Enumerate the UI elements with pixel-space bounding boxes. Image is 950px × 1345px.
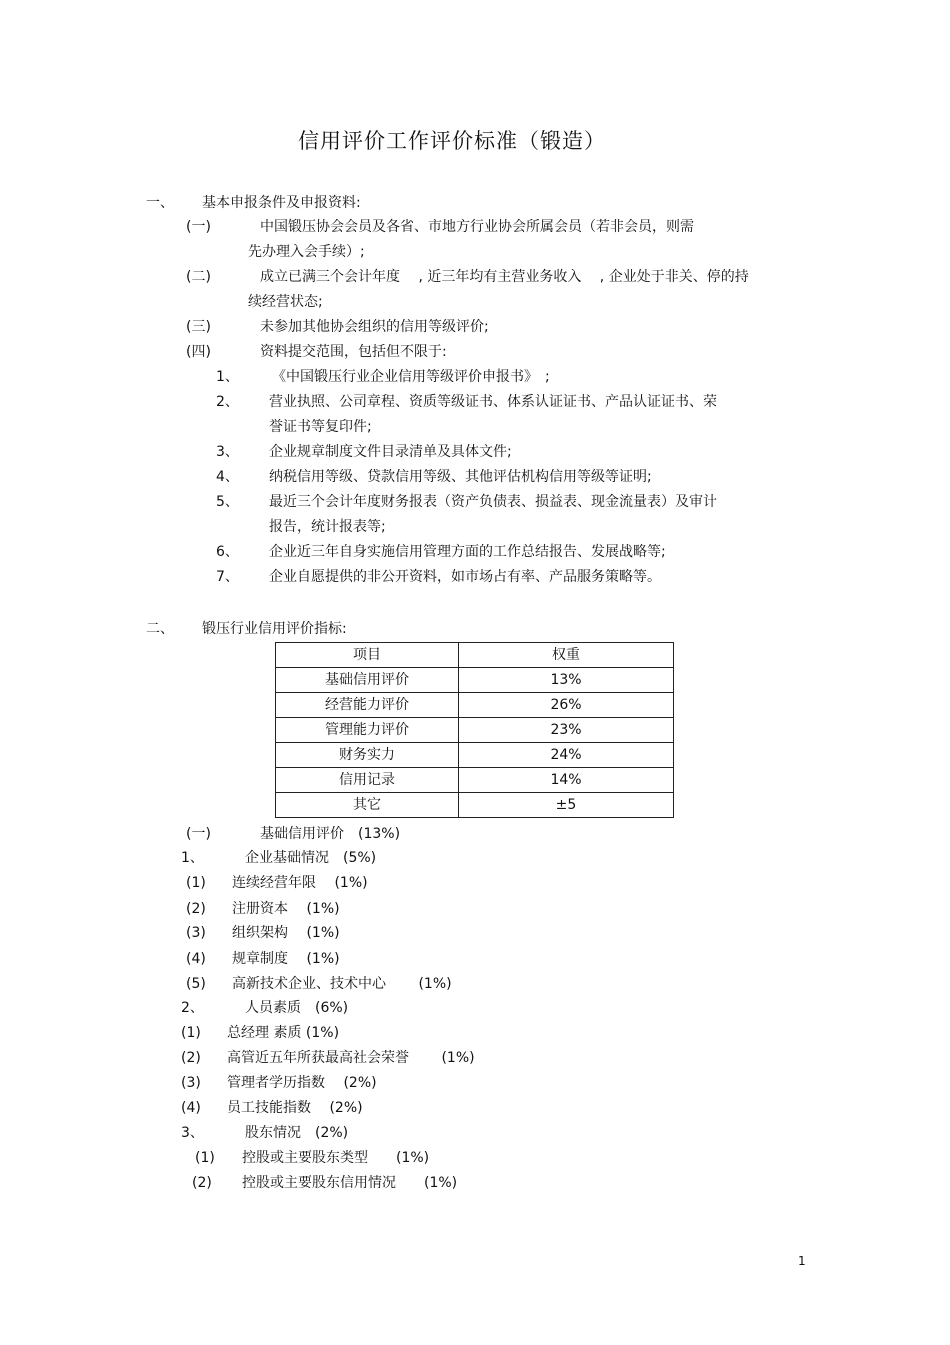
list-item-text: 注册资本 (1%) <box>232 901 340 917</box>
list-item-text: 企业规章制度文件目录清单及具体文件; <box>269 444 512 460</box>
list-item-number: (4) <box>181 1100 201 1116</box>
list-item-text: 控股或主要股东信用情况 (1%) <box>242 1175 458 1191</box>
page-title: 信用评价工作评价标准（锻造） <box>298 129 606 153</box>
list-item-text: 《中国锻压行业企业信用等级评价申报书》 ; <box>272 369 550 385</box>
table-cell: 14% <box>459 768 674 793</box>
table-cell: 23% <box>459 718 674 743</box>
list-item-text: 高管近五年所获最高社会荣誉 (1%) <box>227 1050 475 1066</box>
list-item-text: 员工技能指数 (2%) <box>227 1100 363 1116</box>
table-row <box>276 743 674 768</box>
group-number: 1、 <box>181 850 204 866</box>
table-cell: ±5 <box>459 793 674 818</box>
list-item-number: (1) <box>186 875 206 891</box>
list-item-number: 6、 <box>216 544 239 560</box>
list-item-text: 最近三个会计年度财务报表（资产负债表、损益表、现金流量表）及审计 <box>269 494 717 510</box>
table-cell: 基础信用评价 <box>276 668 459 693</box>
list-item-number: 2、 <box>216 394 239 410</box>
table-row <box>276 793 674 818</box>
list-item-text: 未参加其他协会组织的信用等级评价; <box>260 319 489 335</box>
list-item-text: 组织架构 (1%) <box>232 925 340 941</box>
list-item-text: 中国锻压协会会员及各省、市地方行业协会所属会员（若非会员，则需 <box>260 219 694 235</box>
table-header-cell: 权重 <box>459 643 674 668</box>
list-item-number: (2) <box>186 901 206 917</box>
list-item-number: (三) <box>186 319 211 335</box>
section-heading: 基本申报条件及申报资料: <box>202 195 361 211</box>
list-item-number: (1) <box>195 1150 215 1166</box>
list-item-text: 营业执照、公司章程、资质等级证书、体系认证证书、产品认证证书、荣 <box>269 394 717 410</box>
list-item-text: 报告，统计报表等; <box>269 519 386 535</box>
table-cell: 信用记录 <box>276 768 459 793</box>
list-item-number: (2) <box>192 1175 212 1191</box>
list-item-text: 总经理 素质 (1%) <box>227 1025 340 1041</box>
group-label: 人员素质 (6%) <box>245 1000 349 1016</box>
list-item-text: 连续经营年限 (1%) <box>232 875 368 891</box>
list-item-number: 4、 <box>216 469 239 485</box>
list-item-text: 管理者学历指数 (2%) <box>227 1075 377 1091</box>
list-item-number: 3、 <box>216 444 239 460</box>
table-header-cell: 项目 <box>276 643 459 668</box>
list-item-text: 誉证书等复印件; <box>269 419 372 435</box>
list-item-number: (1) <box>181 1025 201 1041</box>
table-cell: 24% <box>459 743 674 768</box>
list-item-number: (3) <box>186 925 206 941</box>
list-item-text: 纳税信用等级、贷款信用等级、其他评估机构信用等级等证明; <box>269 469 652 485</box>
list-item-number: (一) <box>186 826 211 842</box>
table-row <box>276 693 674 718</box>
list-item-number: 1、 <box>216 369 239 385</box>
table-cell: 26% <box>459 693 674 718</box>
list-item-number: (4) <box>186 951 206 967</box>
table-cell: 13% <box>459 668 674 693</box>
table-row <box>276 718 674 743</box>
group-number: 3、 <box>181 1125 204 1141</box>
list-item-number: 7、 <box>216 569 239 585</box>
table-cell: 管理能力评价 <box>276 718 459 743</box>
table-cell: 财务实力 <box>276 743 459 768</box>
group-number: 2、 <box>181 1000 204 1016</box>
group-label: 股东情况 (2%) <box>245 1125 349 1141</box>
table-cell: 其它 <box>276 793 459 818</box>
table-row <box>276 768 674 793</box>
list-item-text: 资料提交范围，包括但不限于: <box>260 344 447 360</box>
list-item-text: 企业近三年自身实施信用管理方面的工作总结报告、发展战略等; <box>269 544 666 560</box>
list-item-number: (2) <box>181 1050 201 1066</box>
section-heading: 锻压行业信用评价指标: <box>202 621 347 637</box>
list-item-text: 企业自愿提供的非公开资料，如市场占有率、产品服务策略等。 <box>269 569 661 585</box>
list-item-text: 控股或主要股东类型 (1%) <box>242 1150 430 1166</box>
section-number: 一、 <box>146 195 174 211</box>
list-item-number: (一) <box>186 219 211 235</box>
list-item-number: (3) <box>181 1075 201 1091</box>
list-item-number: (四) <box>186 344 211 360</box>
list-item-text: 规章制度 (1%) <box>232 951 340 967</box>
section-number: 二、 <box>146 621 174 637</box>
list-item-number: (二) <box>186 269 211 285</box>
list-item-text: 续经营状态; <box>248 294 323 310</box>
table-header-row <box>276 643 674 668</box>
group-label: 企业基础情况 (5%) <box>245 850 377 866</box>
weight-table <box>275 642 674 818</box>
list-item-text: 先办理入会手续）; <box>248 244 365 260</box>
list-item-text: 成立已满三个会计年度 , 近三年均有主营业务收入 , 企业处于非关、停的持 <box>260 269 749 285</box>
list-item-text: 基础信用评价 (13%) <box>260 826 401 842</box>
list-item-text: 高新技术企业、技术中心 (1%) <box>232 976 452 992</box>
page-number: 1 <box>798 1254 806 1268</box>
table-row <box>276 668 674 693</box>
list-item-number: (5) <box>186 976 206 992</box>
table-cell: 经营能力评价 <box>276 693 459 718</box>
list-item-number: 5、 <box>216 494 239 510</box>
